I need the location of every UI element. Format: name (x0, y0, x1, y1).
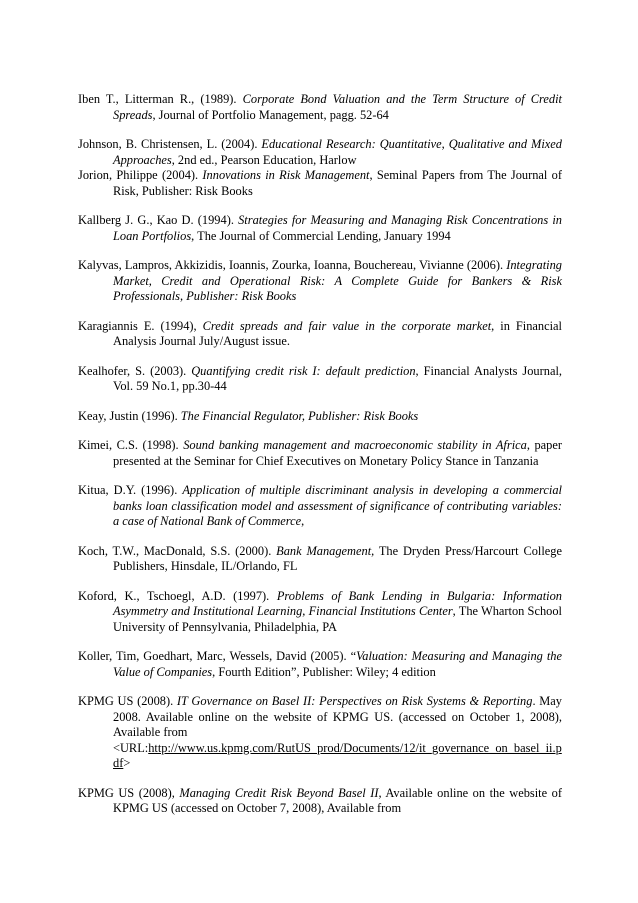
reference-authors: KPMG US (2008). (78, 694, 177, 708)
reference-entry (78, 258, 562, 305)
reference-authors: Johnson, B. Christensen, L. (2004). (78, 137, 262, 151)
reference-details: , The Journal of Commercial Lending, January 1994 (191, 228, 451, 243)
reference-title: Managing Credit Risk Beyond Basel II, (179, 785, 382, 800)
reference-authors: Keay, Justin (1996). (78, 408, 181, 423)
reference-details: , in Financial Analysis Journal July/August issue. (113, 318, 562, 348)
reference-title: Valuation: Measuring and Managing the Value of Companies (113, 649, 562, 679)
reference-entry (78, 137, 562, 168)
reference-details: , Financial Analysts Journal, Vol. 59 No.1, pp.30-44 (113, 363, 562, 393)
reference-entry (78, 786, 562, 817)
reference-entry (78, 649, 562, 680)
reference-title: IT Governance on Basel II: Perspectives on Risk Systems & Reporting (176, 694, 533, 708)
reference-title: Integrating Market, Credit and Operational Risk: A Complete Guide for Bankers & Risk Professionals, Publisher: Risk Books (113, 258, 562, 303)
reference-entry (78, 364, 562, 395)
reference-authors: Kitua, D.Y. (1996). (78, 483, 183, 497)
reference-title: Credit spreads and fair value in the corporate market (202, 318, 492, 333)
reference-title: The Financial Regulator, Publisher: Risk Books (180, 408, 419, 423)
reference-entry (78, 168, 562, 199)
reference-entry (78, 409, 562, 425)
reference-authors: KPMG US (2008), (78, 785, 180, 800)
reference-authors: Kealhofer, S. (2003). (78, 363, 192, 378)
reference-entry (78, 544, 562, 575)
reference-entry (78, 92, 562, 123)
reference-details: , (301, 514, 305, 528)
reference-authors: Koch, T.W., MacDonald, S.S. (2000). (78, 543, 277, 558)
reference-details: , Seminal Papers from The Journal of Risk, Publisher: Risk Books (113, 168, 562, 198)
reference-entry (78, 438, 562, 469)
reference-title: Quantifying credit risk I: default prediction (191, 363, 416, 378)
reference-authors: Jorion, Philippe (2004). (78, 168, 203, 182)
url-suffix: > (123, 756, 131, 770)
reference-title: Educational Research: Quantitative, Qualitative and Mixed Approaches (113, 137, 562, 167)
reference-authors: Karagiannis E. (1994), (78, 318, 203, 333)
reference-entry (78, 213, 562, 244)
reference-details: , 2nd ed., Pearson Education, Harlow (171, 152, 357, 167)
reference-title: Corporate Bond Valuation and the Term Structure of Credit Spreads (113, 92, 563, 122)
reference-authors: Koford, K., Tschoegl, A.D. (1997). (78, 588, 277, 603)
reference-details: The Dryden Press/Harcourt College Publishers, Hinsdale, IL/Orlando, FL (113, 543, 562, 573)
reference-details: Available online on the website of KPMG US (accessed on October 7, 2008), Available from (113, 785, 562, 815)
reference-url-link[interactable]: http://www.us.kpmg.com/RutUS_prod/Documents/12/it_governance_on_basel_ii.pdf (113, 740, 562, 770)
reference-entry (78, 319, 562, 350)
reference-details: , Fourth Edition”, Publisher: Wiley; 4 edition (212, 664, 436, 679)
reference-authors: Iben T., Litterman R., (1989). (78, 92, 243, 106)
reference-authors: Kimei, C.S. (1998). (78, 438, 184, 452)
reference-details: , Journal of Portfolio Management, pagg. 52-64 (152, 107, 389, 122)
reference-authors: Kallberg J. G., Kao D. (1994). (78, 213, 239, 227)
reference-details: . May 2008. Available online on the website of KPMG US. (accessed on October 1, 2008), Available from (113, 694, 562, 739)
reference-title: Problems of Bank Lending in Bulgaria: Information Asymmetry and Institutional Learning, Financial Institutions Center (113, 588, 562, 618)
reference-details: , The Wharton School University of Pennsylvania, Philadelphia, PA (113, 604, 562, 634)
reference-list (78, 92, 562, 831)
reference-authors: Koller, Tim, Goedhart, Marc, Wessels, David (2005). “ (78, 649, 357, 663)
reference-entry (78, 483, 562, 530)
reference-title: Sound banking management and macroeconomic stability in Africa (183, 438, 527, 452)
reference-entry (78, 694, 562, 772)
reference-title: Application of multiple discriminant analysis in developing a commercial banks loan classification model and assessment of significance of contributing variables: a case of National Bank of Commerce (113, 483, 563, 528)
reference-title: Innovations in Risk Management (202, 168, 370, 182)
reference-details: , paper presented at the Seminar for Chief Executives on Monetary Policy Stance in Tanzania (113, 438, 563, 468)
reference-entry (78, 589, 562, 636)
reference-title: Strategies for Measuring and Managing Risk Concentrations in Loan Portfolios (113, 213, 562, 243)
reference-authors: Kalyvas, Lampros, Akkizidis, Ioannis, Zourka, Ioanna, Bouchereau, Vivianne (2006). (78, 258, 507, 272)
reference-title: Bank Management, (276, 543, 375, 558)
url-prefix: <URL: (113, 740, 149, 755)
